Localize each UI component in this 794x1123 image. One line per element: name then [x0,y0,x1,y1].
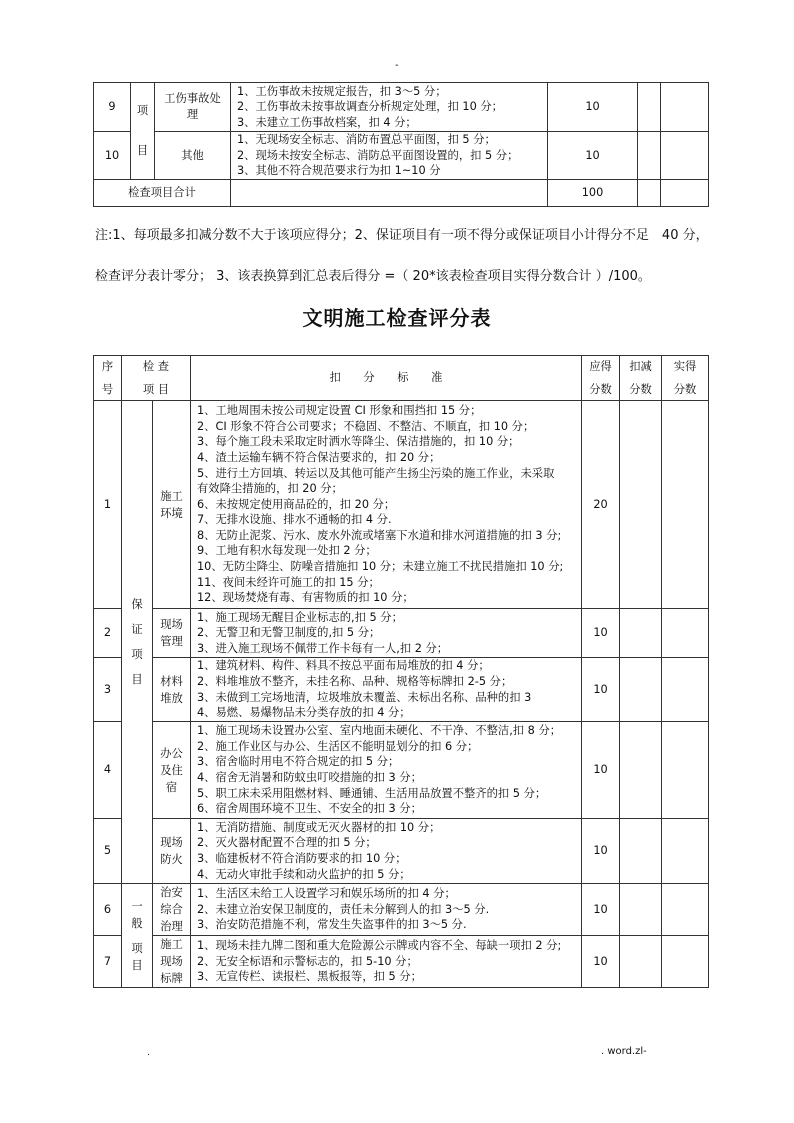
table-row [94,936,709,988]
total-score: 100 [548,179,638,206]
actual-score-cell [662,884,709,936]
header-no: 序 号 [94,356,122,401]
row-number: 6 [94,884,122,936]
table-row [94,884,709,936]
actual-score-cell [662,936,709,988]
header-deduct: 扣减 分数 [620,356,662,401]
due-score: 10 [582,609,620,658]
page-title: 文明施工检查评分表 [302,306,492,330]
deduct-score-cell [638,83,661,132]
actual-score-cell [662,819,709,884]
row-number: 10 [94,132,131,180]
table-row [94,658,709,722]
header-item: 检 查 项 目 [122,356,191,401]
deduction-criteria: 1、无消防措施、制度或无灭火器材的扣 10 分； 2、灭火器材配置不合理的扣 5 分； 3、临建板材不符合消防要求的扣 10 分； 4、无动火审批手续和动火监护的扣 5 分； [191,819,582,884]
deduction-criteria: 1、施工现场未设置办公室、室内地面未硬化、不干净、不整洁,扣 8 分； 2、施工作业区与办公、生活区不能明显划分的扣 6 分； 3、宿舍临时用电不符合规定的扣 5 分； 4、宿舍无消暑和防蚊虫叮咬措施的扣 3 分； 5、职工床未采用阻燃材料、睡通铺、生活用品放置不整齐的扣 5 分； 6、宿舍周围环境不卫生、不安全的扣 3 分； [191,722,582,819]
deduct-score-cell [620,401,662,609]
deduct-score-cell [620,936,662,988]
item-name: 办公 及住 宿 [153,722,191,819]
safety-table-continuation [93,82,709,207]
deduction-criteria: 1、无现场安全标志、消防布置总平面图，扣 5 分； 2、现场未按安全标志、消防总平面图设置的，扣 5 分； 3、其他不符合规范要求行为扣 1~10 分 [231,132,548,180]
row-number: 3 [94,658,122,722]
row-number: 7 [94,936,122,988]
header-actual: 实得 分数 [662,356,709,401]
item-name: 现场 防火 [153,819,191,884]
due-score: 10 [548,83,638,132]
item-name: 施工 现场 标牌 [153,936,191,988]
actual-score-cell [662,722,709,819]
total-actual-cell [661,179,709,206]
note-line-2: 检查评分表计零分； 3、该表换算到汇总表后得分 =（ 20*该表检查项目实得分数合计 ）/100。 [95,269,651,284]
deduct-score-cell [620,819,662,884]
actual-score-cell [662,609,709,658]
item-name: 材料 堆放 [153,658,191,722]
total-criteria-cell [231,179,548,206]
row-number: 1 [94,401,122,609]
civilized-construction-table [93,355,709,988]
due-score: 10 [582,936,620,988]
table-row [94,401,709,609]
row-number: 5 [94,819,122,884]
total-deduct-cell [638,179,661,206]
row-number: 4 [94,722,122,819]
table-row [94,819,709,884]
deduction-criteria: 1、建筑材料、构件、料具不按总平面布局堆放的扣 4 分； 2、料堆堆放不整齐，未挂名称、品种、规格等标牌扣 2-5 分； 3、未做到工完场地清，垃圾堆放未覆盖、未标出名称、品种的扣 3 4、易燃、易爆物品未分类存放的扣 4 分； [191,658,582,722]
due-score: 20 [582,401,620,609]
deduction-criteria: 1、工地周围未按公司规定设置 CI 形象和围挡扣 15 分； 2、CI 形象不符合公司要求；不稳固、不整洁、不顺直，扣 10 分； 3、每个施工段未采取定时洒水等降尘、保洁措施的，扣 10 分； 4、渣土运输车辆不符合保洁要求的，扣 20 分； 5、进行土方回填、转运以及其他可能产生扬尘污染的施工作业，未采取 有效降尘措施的，扣 20 分； 6、未按规定使用商品砼的，扣 20 分； 7、无排水设施、排水不通畅的扣 4 分. 8、无防止泥浆、污水、废水外流或堵塞下水道和排水河道措施的扣 3 分; 9、工地有积水每发现一处扣 2 分； 10、无防尘降尘、防噪音措施扣 10 分；未建立施工不扰民措施扣 10 分; 11、夜间未经许可施工的扣 15 分； 12、现场焚烧有毒、有害物质的扣 10 分； [191,401,582,609]
total-label: 检查项目合计 [94,179,231,206]
deduct-score-cell [620,884,662,936]
table-row [94,609,709,658]
table-row [94,722,709,819]
item-name: 其他 [155,132,231,180]
deduct-score-cell [620,722,662,819]
item-name: 现场 管理 [153,609,191,658]
header-due: 应得 分数 [582,356,620,401]
header-mark: - [395,60,399,71]
deduction-criteria: 1、施工现场无醒目企业标志的,扣 5 分； 2、无警卫和无警卫制度的,扣 5 分； 3、进入施工现场不佩带工作卡每有一人,扣 2 分； [191,609,582,658]
actual-score-cell [662,401,709,609]
deduct-score-cell [638,132,661,180]
due-score: 10 [548,132,638,180]
deduct-score-cell [620,658,662,722]
total-row [94,179,709,206]
footer-dot: . [147,1048,150,1058]
row-number: 2 [94,609,122,658]
deduct-score-cell [620,609,662,658]
item-name: 治安 综合 治理 [153,884,191,936]
header-criteria: 扣 分 标 准 [191,356,582,401]
actual-score-cell [662,658,709,722]
note-line-1: 注:1、每项最多扣减分数不大于该项应得分；2、保证项目有一项不得分或保证项目小计得分不足 40 分， [95,228,709,243]
row-number: 9 [94,83,131,132]
group-general: 一 般 项 目 [122,884,153,988]
item-name: 施工 环境 [153,401,191,609]
due-score: 10 [582,722,620,819]
group-label: 项 目 [131,83,155,180]
item-name: 工伤事故处 理 [155,83,231,132]
due-score: 10 [582,819,620,884]
actual-score-cell [661,132,709,180]
due-score: 10 [582,884,620,936]
deduction-criteria: 1、工伤事故未按规定报告，扣 3～5 分； 2、工伤事故未按事故调查分析规定处理，扣 10 分； 3、未建立工伤事故档案，扣 4 分； [231,83,548,132]
deduction-criteria: 1、生活区未给工人设置学习和娱乐场所的扣 4 分； 2、未建立治安保卫制度的，责任未分解到人的扣 3～5 分. 3、治安防范措施不利，常发生失盗事件的扣 3～5 分. [191,884,582,936]
actual-score-cell [661,83,709,132]
table-row [94,83,709,132]
deduction-criteria: 1、现场未挂九牌二图和重大危险源公示牌或内容不全、每缺一项扣 2 分; 2、无安全标语和示警标志的，扣 5-10 分； 3、无宣传栏、读报栏、黑板报等，扣 5 分； [191,936,582,988]
due-score: 10 [582,658,620,722]
group-guarantee: 保 证 项 目 [122,401,153,884]
table-row [94,132,709,180]
footer-source: . word.zl- [601,1046,647,1057]
header-row [94,356,709,401]
